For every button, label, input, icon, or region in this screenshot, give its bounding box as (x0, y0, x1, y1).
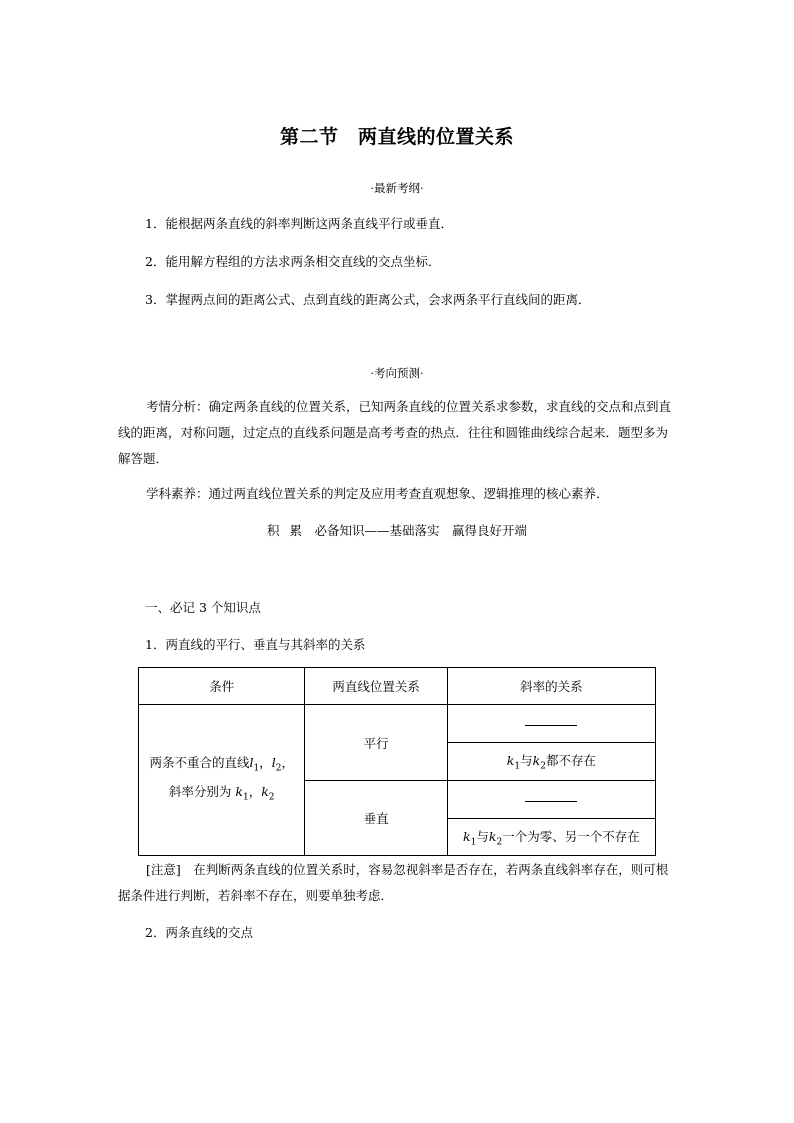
fill-in-blank (525, 800, 577, 802)
condition-cell: 两条不重合的直线$l_1$，$l_2$， 斜率分别为 $k_1$，$k_2$ (139, 705, 305, 856)
page-title: 第二节 两直线的位置关系 (279, 126, 514, 148)
parallel-case: $k_1$与$k_2$都不存在 (447, 743, 655, 781)
parallel-blank (447, 705, 655, 743)
position-perpendicular: 垂直 (305, 781, 447, 856)
header-condition: 条件 (139, 668, 305, 705)
outline-item-3: 3．掌握两点间的距离公式、点到直线的距离公式，会求两条平行直线间的距离． (145, 292, 591, 307)
note-paragraph: [注意] 在判断两条直线的位置关系时，容易忽视斜率是否存在，若两条直线斜率存在，则可根据条件进行判断，若斜率不存在，则要单独考虑． (118, 862, 669, 903)
perpendicular-case: $k_1$与$k_2$一个为零、另一个不存在 (447, 819, 655, 856)
outline-item-1: 1．能根据两条直线的斜率判断这两条直线平行或垂直． (145, 216, 453, 231)
section-one-heading: 一、必记 3 个知识点 (145, 600, 261, 615)
analysis-paragraph: 考情分析：确定两条直线的位置关系，已知两条直线的位置关系求参数，求直线的交点和点到直线的距离，对称问题，过定点的直线系问题是高考考查的热点．往往和圆锥曲线综合起来．题型多为解答题． (118, 399, 672, 466)
outline-heading: ·最新考纲· (370, 181, 424, 195)
literacy-paragraph: 学科素养：通过两直线位置关系的判定及应用考查直观想象、逻辑推理的核心素养． (146, 486, 609, 501)
forecast-heading: ·考向预测· (370, 366, 424, 380)
header-position: 两直线位置关系 (305, 668, 447, 705)
subsection-one-heading: 1．两直线的平行、垂直与其斜率的关系 (145, 637, 366, 652)
section-banner: 积 累 必备知识——基础落实 赢得良好开端 (267, 523, 527, 538)
subsection-two-heading: 2．两条直线的交点 (145, 925, 253, 940)
slope-relation-table (138, 667, 656, 856)
position-parallel: 平行 (305, 705, 447, 781)
perpendicular-blank (447, 781, 655, 819)
header-slope: 斜率的关系 (447, 668, 655, 705)
outline-item-2: 2．能用解方程组的方法求两条相交直线的交点坐标． (145, 254, 441, 269)
fill-in-blank (525, 724, 577, 726)
